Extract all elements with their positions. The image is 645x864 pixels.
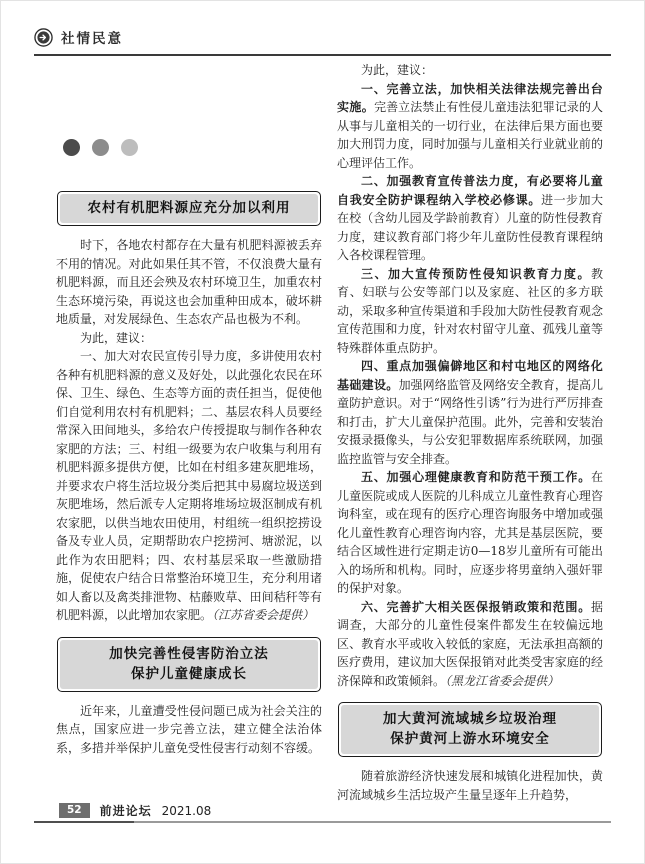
paragraph-text: 进一步加大在校（含幼儿园及学龄前教育）儿童的防性侵教育力度，建议教育部门将少年儿童防性侵教育课程纳入各校课程管理。 bbox=[337, 192, 603, 262]
paragraph bbox=[56, 702, 322, 758]
journal-name: 前进论坛 bbox=[99, 804, 152, 818]
decoration-dots bbox=[63, 139, 138, 156]
section-label: 社情民意 bbox=[61, 31, 123, 47]
paragraph bbox=[337, 265, 603, 358]
paragraph-lead: 一、完善立法，加快相关法律法规完善出台实施。 bbox=[337, 81, 603, 114]
footer-rule bbox=[34, 821, 611, 823]
paragraph-text: 教育、妇联与公安等部门以及家庭、社区的多方联动，采取多种宣传渠道和手段加大防性侵教育观念宣传范围和力度，针对农村留守儿童、孤残儿童等特殊群体重点防护。 bbox=[337, 266, 603, 355]
paragraph bbox=[337, 80, 603, 173]
dot-light-icon bbox=[121, 139, 138, 156]
paragraph-text: 为此，建议： bbox=[361, 63, 434, 77]
paragraph-text: 完善立法禁止有性侵儿童违法犯罪记录的人从事与儿童相关的一切行业，在法律后果方面也要加大刑罚力度，同时加强与儿童相关行业就业前的心理评估工作。 bbox=[337, 100, 603, 170]
paragraph bbox=[56, 347, 322, 625]
paragraph-text: 为此，建议： bbox=[80, 330, 153, 345]
article2-title-box bbox=[57, 637, 321, 692]
arrow-circle-icon bbox=[34, 28, 53, 47]
paragraph bbox=[56, 236, 322, 329]
source-credit: （黑龙江省委会提供） bbox=[445, 673, 560, 688]
paragraph-text: 加强网络监管及网络安全教育，提高儿童防护意识。对于“网络性引诱”行为进行严厉排查和打击，扩大儿童保护范围。此外，完善和安装治安摄录摄像头，与公安犯罪数据库系统联网，加强监控监管与安全排查。 bbox=[337, 377, 603, 466]
paragraph bbox=[337, 767, 603, 804]
paragraph-text: 据调查，大部分的儿童性侵案件都发生在较偏远地区、教育水平或收入较低的家庭，无法承担高额的医疗费用，建议加大医保报销对此类受害家庭的经济保障和政策倾斜。 bbox=[337, 599, 603, 688]
article1-title: 农村有机肥料源应充分加以利用 bbox=[87, 200, 291, 216]
paragraph-text: 一、加大对农民宣传引导力度，多讲使用农村各种有机肥料源的意义及好处，以此强化农民在环保、卫生、绿色、生态等方面的责任担当，促使他们自觉利用农村有机肥料；二、基层农科人员要经常深入田间地头，多给农户传授提取与制作各种农家肥的方法；三、村组一级要为农户收集与利用有机肥料源多提供方便，比如在村组多建灰肥堆场，并要求农户将生活垃圾分类后把其中易腐垃圾送到灰肥堆场，然后派专人定期将堆场垃圾沤制成有机农家肥，以供当地农田使用，村组统一组织挖捞设备及专业人员，定期帮助农户挖捞河、塘淤泥，以此作为农田肥料；四、农村基层采取一些激励措施，促使农户结合日常整治环境卫生，充分利用诸如人畜以及禽类排泄物、枯藤败草、田间秸秆等有机肥料源，以此增加农家肥。 bbox=[56, 349, 322, 622]
paragraph bbox=[337, 468, 603, 598]
paragraph bbox=[337, 172, 603, 265]
issue-date: 2021.08 bbox=[161, 803, 212, 818]
dot-dark-icon bbox=[63, 139, 80, 156]
article2-title-line1: 加快完善性侵害防治立法 bbox=[109, 645, 269, 662]
article2-title-line2: 保护儿童健康成长 bbox=[131, 665, 247, 682]
article3-title-box bbox=[338, 702, 602, 757]
paragraph-text: 随着旅游经济快速发展和城镇化进程加快，黄河流域城乡生活垃圾产生量呈逐年上升趋势， bbox=[337, 769, 603, 802]
paragraph bbox=[337, 357, 603, 468]
paragraph-lead: 五、加强心理健康教育和防范干预工作。 bbox=[361, 470, 591, 484]
page-header bbox=[34, 27, 611, 56]
page-footer bbox=[34, 802, 611, 824]
article1-title-box bbox=[57, 191, 321, 226]
paragraph bbox=[56, 329, 322, 348]
paragraph-text: 近年来，儿童遭受性侵问题已成为社会关注的焦点，国家应进一步完善立法，建立健全法治体系，多措并举保护儿童免受性侵害行动刻不容缓。 bbox=[56, 703, 322, 755]
right-column bbox=[337, 61, 603, 804]
paragraph-lead: 二、加强教育宣传普法力度，有必要将儿童自我安全防护课程纳入学校必修课。 bbox=[337, 174, 603, 207]
paragraph bbox=[337, 598, 603, 691]
paragraph bbox=[337, 61, 603, 80]
article3-title-line2: 保护黄河上游水环境安全 bbox=[390, 731, 550, 747]
page-number-badge: 52 bbox=[59, 803, 90, 818]
paragraph-text: 在儿童医院或成人医院的儿科成立儿童性教育心理咨询科室，或在现有的医疗心理咨询服务中增加或强化儿童性教育心理咨询内容，尤其是基层医院，要结合区域性进行定期走访0—18岁儿童所有可能出入的场所和机构。同时，应逐步将男童纳入强奸罪的保护对象。 bbox=[337, 470, 603, 595]
paragraph-lead: 四、重点加强偏僻地区和村屯地区的网络化基础建设。 bbox=[337, 359, 603, 392]
paragraph-lead: 六、完善扩大相关医保报销政策和范围。 bbox=[361, 599, 591, 614]
left-column bbox=[56, 191, 322, 757]
paragraph-lead: 三、加大宣传预防性侵知识教育力度。 bbox=[361, 266, 591, 281]
source-credit: （江苏省委会提供） bbox=[212, 608, 315, 622]
article3-title-line1: 加大黄河流域城乡垃圾治理 bbox=[383, 711, 557, 727]
dot-medium-icon bbox=[92, 139, 109, 156]
paragraph-text: 时下，各地农村都存在大量有机肥料源被丢弃不用的情况。对此如果任其不管，不仅浪费大量有机肥料源，而且还会殃及农村环境卫生，加重农村生态环境污染，再说这也会加重种田成本，破坏耕地质量，对发展绿色、生态农产品也极为不利。 bbox=[56, 238, 322, 326]
